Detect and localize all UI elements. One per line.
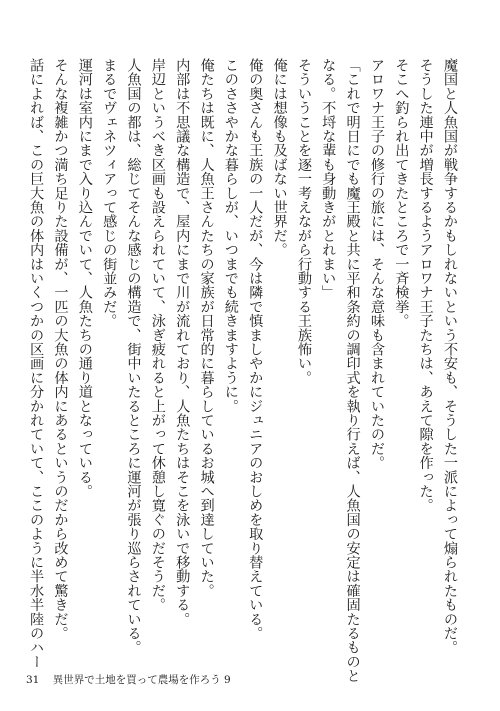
text-line: 内部は不思議な構造で、屋内にまで川が流れており、人魚たちはそこを泳いで移動する。 [174, 58, 191, 626]
page-footer [26, 672, 231, 687]
text-line: そういうことを逐一考えながら行動する王族怖い。 [295, 58, 312, 385]
text-line: そんな複雑かつ満ち足りた設備が、一匹の大魚の体内にあるというのだから改めて驚きだ。 [52, 58, 69, 641]
text-line: アロワナ王子の修行の旅には、そんな意味も含まれていたのだ。 [368, 58, 385, 470]
text-line: なる。不埒な輩も身動きがとれまい」 [320, 58, 337, 300]
book-title: 異世界で土地を買って農場を作ろう 9 [52, 674, 231, 686]
text-line: 魔国と人魚国が戦争するかもしれないという不安も、そうした一派によって煽られたものだ。 [442, 58, 458, 655]
text-line: 運河は室内にまで入り込んでいて、人魚たちの通り道となっている。 [76, 58, 93, 499]
text-line: そこへ釣られ出てきたところで一斉検挙。 [393, 58, 410, 328]
text-line: 話によれば、この巨大魚の体内はいくつかの区画に分かれていて、ここのように半水半陸のハー [28, 58, 45, 669]
text-line: 人魚国の都は、総じてそんな感じの構造で、街中いたるところに運河が張り巡らされている。 [125, 58, 142, 655]
text-line: 岸辺というべき区画も設えられていて、泳ぎ疲れると上がって休憩し寛ぐのだそうだ。 [149, 58, 166, 612]
text-line: 俺の奥さんも王族の一人だが、今は隣で慎ましやかにジュニアのおしめを取り替えている。 [247, 58, 264, 641]
text-line: 俺たちは既に、人魚王さんたちの家族が日常的に暮らしているお城へ到達していた。 [198, 58, 215, 598]
text-line: 「これで明日にでも魔王殿と共に平和条約の調印式を執り行えば、人魚国の安定は確固たるものと [344, 58, 361, 683]
text-line: 俺には想像も及ばない世界だ。 [271, 58, 288, 257]
text-line: このささやかな暮らしが、いつまでも続きますように。 [222, 58, 239, 413]
page-number: 31 [26, 674, 40, 686]
text-line: まるでヴェネツィアって感じの街並みだ。 [101, 58, 118, 328]
text-line: そうした連中が増長するようアロワナ王子たちは、あえて隙を作った。 [417, 58, 434, 513]
